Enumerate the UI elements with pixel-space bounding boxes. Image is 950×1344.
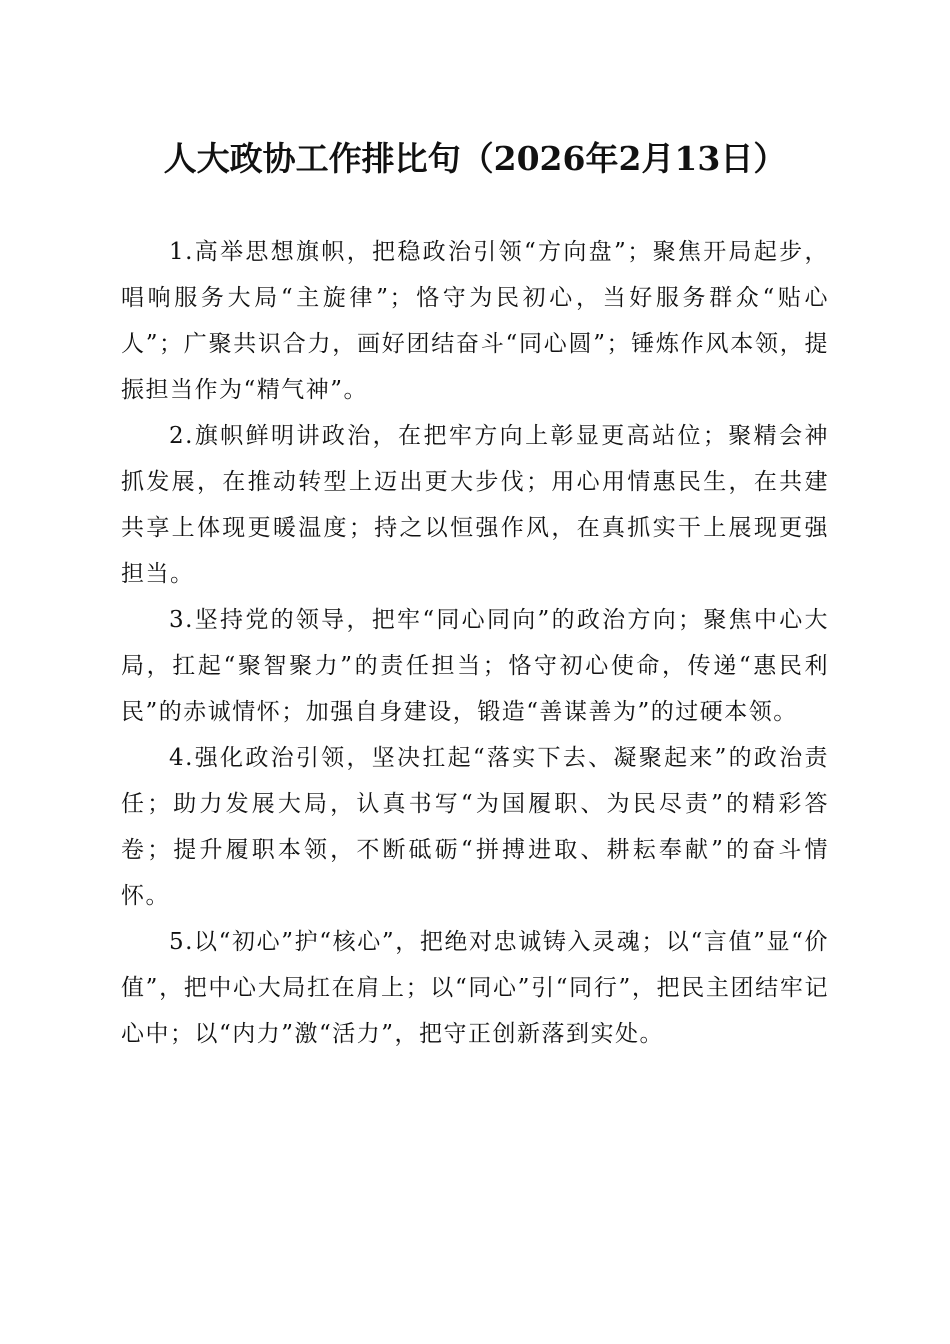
paragraph-4: 4.强化政治引领，坚决扛起“落实下去、凝聚起来”的政治责任；助力发展大局，认真书写“为国履职、为民尽责”的精彩答卷；提升履职本领，不断砥砺“拼搏进取、耕耘奉献”的奋斗情怀。: [121, 745, 829, 909]
document-title: 人大政协工作排比句（2026年2月13日）: [163, 139, 787, 178]
document-body: [121, 229, 829, 1057]
paragraph-5: 5.以“初心”护“核心”，把绝对忠诚铸入灵魂；以“言值”显“价值”，把中心大局扛在肩上；以“同心”引“同行”，把民主团结牢记心中；以“内力”激“活力”，把守正创新落到实处。: [121, 929, 829, 1047]
paragraph-2: 2.旗帜鲜明讲政治，在把牢方向上彰显更高站位；聚精会神抓发展，在推动转型上迈出更大步伐；用心用情惠民生，在共建共享上体现更暖温度；持之以恒强作风，在真抓实干上展现更强担当。: [121, 423, 829, 587]
paragraph-1: 1.高举思想旗帜，把稳政治引领“方向盘”；聚焦开局起步，唱响服务大局“主旋律”；恪守为民初心，当好服务群众“贴心人”；广聚共识合力，画好团结奋斗“同心圆”；锤炼作风本领，提振担当作为“精气神”。: [121, 239, 829, 403]
paragraph-3: 3.坚持党的领导，把牢“同心同向”的政治方向；聚焦中心大局，扛起“聚智聚力”的责任担当；恪守初心使命，传递“惠民利民”的赤诚情怀；加强自身建设，锻造“善谋善为”的过硬本领。: [121, 607, 829, 725]
